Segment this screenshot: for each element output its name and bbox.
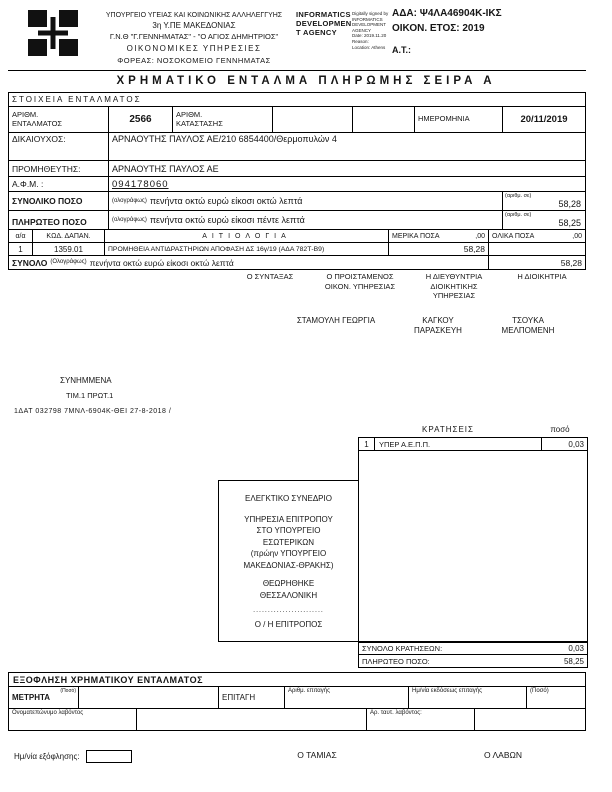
expense-table-header xyxy=(9,230,585,243)
cash-label: ΜΕΤΡΗΤΑ xyxy=(12,693,51,702)
sum-words-note: (Ολογράφως) xyxy=(50,259,87,265)
expense-code: 1359.01 xyxy=(33,243,105,255)
payable-amount-row xyxy=(9,211,585,230)
details-section-header xyxy=(9,93,585,107)
expense-reason: ΠΡΟΜΗΘΕΙΑ ΑΝΤΙΔΡΑΣΤΗΡΙΩΝ ΑΠΟΦΑΣΗ ΔΣ 16γ/19 (ΑΔΑ 782Τ-Β9) xyxy=(105,243,389,255)
cross-icon xyxy=(28,10,78,56)
audit-line: (πρώην ΥΠΟΥΡΓΕΙΟ xyxy=(250,549,327,558)
payable-amount-label: ΠΛΗΡΩΤΕΟ ΠΟΣΟ xyxy=(12,217,87,227)
col-decimal-suffix: ,00 xyxy=(572,232,582,240)
signatory-name-admin-director: ΚΑΓΚΟΥ ΠΑΡΑΣΚΕΥΗ xyxy=(414,316,462,335)
cash-cell xyxy=(9,687,79,708)
settlement-method-row xyxy=(9,687,585,709)
digital-signature-stamp xyxy=(296,10,402,62)
col-partial-label: ΜΕΡΙΚΑ ΠΟΣΑ xyxy=(392,232,440,240)
settlement-table xyxy=(8,672,586,731)
col-partial-amounts xyxy=(389,230,489,242)
total-amount-words: πενήντα οκτώ ευρώ είκοσι οκτώ λεπτά xyxy=(149,196,303,206)
state-no-label-text: ΑΡΙΘΜ. ΚΑΤΑΣΤΑΣΗΣ xyxy=(176,110,223,128)
recipient-label: Ο ΛΑΒΩΝ xyxy=(483,750,522,760)
date-label: ΗΜΕΡΟΜΗΝΙΑ xyxy=(415,107,503,132)
cheque-label: ΕΠΙΤΑΓΗ xyxy=(219,687,285,708)
deductions-amount-header: ποσό xyxy=(550,425,570,434)
recipient-id-value-cell xyxy=(475,709,585,730)
deductions-total-amount: 0,03 xyxy=(568,644,584,653)
expense-sum-row xyxy=(9,256,585,269)
audit-court-title: ΕΛΕΓΚΤΙΚΟ ΣΥΝΕΔΡΙΟ xyxy=(245,494,332,503)
deduction-description: ΥΠΕΡ Α.Ε.Π.Π. xyxy=(379,439,431,449)
signatory-name-governor: ΤΣΟΥΚΑ ΜΕΛΠΟΜΕΝΗ xyxy=(501,316,555,335)
supplier-label: ΠΡΟΜΗΘΕΥΤΗΣ: xyxy=(9,161,109,176)
deductions-table xyxy=(358,437,588,642)
expense-table-row xyxy=(9,243,585,256)
cheque-amount-field: (Ποσό) xyxy=(530,688,549,694)
stamp-detail-line: Digitally signed by xyxy=(352,11,389,16)
payoff-date-box xyxy=(86,750,132,763)
payable-amount-value: 58,25 xyxy=(558,218,581,228)
audit-line: ΜΑΚΕΔΟΝΙΑΣ-ΘΡΑΚΗΣ) xyxy=(243,560,334,570)
recipient-row xyxy=(9,709,585,730)
deductions-title: ΚΡΑΤΗΣΕΙΣ xyxy=(422,425,474,434)
warrant-details-table xyxy=(8,92,586,270)
total-amount-value: 58,28 xyxy=(558,199,581,209)
payoff-date-line xyxy=(14,750,132,763)
stamp-agency-line: INFORMATICS xyxy=(296,10,351,19)
fiscal-year-line xyxy=(392,23,592,34)
warrant-no-label xyxy=(9,107,109,132)
stamp-detail-line: DEVELOPMENT AGENCY xyxy=(352,22,386,33)
state-no-value xyxy=(273,107,353,132)
stamp-detail-line: Location: Athens xyxy=(352,44,386,50)
beneficiary-row xyxy=(9,133,585,161)
col-reason: ΑΙΤΙΟΛΟΓΙΑ xyxy=(105,230,389,242)
audit-line: ΥΠΗΡΕΣΙΑ ΕΠΙΤΡΟΠΟΥ xyxy=(244,514,333,524)
date-value: 20/11/2019 xyxy=(520,114,568,125)
ada-block xyxy=(392,8,592,55)
stamp-detail-line: Date: 2019.11.20 xyxy=(352,33,387,39)
ada-label: ΑΔΑ: xyxy=(392,8,417,19)
col-aa: α/α xyxy=(9,230,33,242)
expense-aa: 1 xyxy=(9,243,33,255)
deduction-amount: 0,03 xyxy=(541,438,587,450)
cashier-label: Ο ΤΑΜΙΑΣ xyxy=(297,750,337,760)
sum-amount: 58,28 xyxy=(560,257,582,268)
header-divider xyxy=(8,70,586,71)
warrant-number-row xyxy=(9,107,585,133)
stamp-agency-line: T AGENCY xyxy=(296,28,337,37)
cheque-date-field: Ημ/νία εκδόσεως επιταγής xyxy=(409,687,527,708)
net-payable-row xyxy=(358,655,588,668)
afm-value: 094178060 xyxy=(112,178,169,190)
signatory-role-finance-head: Ο ΠΡΟΙΣΤΑΜΕΝΟΣ ΟΙΚΟΝ. ΥΠΗΡΕΣΙΑΣ xyxy=(324,272,396,291)
in-words-note: (ολογράφως) xyxy=(112,197,147,204)
deduction-row xyxy=(359,438,587,451)
entity-name: ΦΟΡΕΑΣ: ΝΟΣΟΚΟΜΕΙΟ ΓΕΝΝΗΜΑΤΑΣ xyxy=(117,56,271,65)
audit-city: ΘΕΣΣΑΛΟΝΙΚΗ xyxy=(259,590,318,600)
department-name: ΟΙΚΟΝΟΜΙΚΕΣ ΥΠΗΡΕΣΙΕΣ xyxy=(126,44,262,53)
settlement-title-row xyxy=(9,673,585,687)
beneficiary-label: ΔΙΚΑΙΟΥΧΟΣ: xyxy=(9,133,109,160)
warrant-no-label-text: ΑΡΙΘΜ. ΕΝΤΑΛΜΑΤΟΣ xyxy=(12,110,63,128)
signatory-name-finance-head: ΣΤΑΜΟΥΛΗ ΓΕΩΡΓΙΑ xyxy=(296,316,376,325)
signatory-role-governor: Η ΔΙΟΙΚΗΤΡΙΑ xyxy=(517,272,567,281)
total-amount-label: ΣΥΝΟΛΙΚΟ ΠΟΣΟ xyxy=(12,196,83,206)
org-header xyxy=(86,12,302,65)
net-payable-label: ΠΛΗΡΩΤΕΟ ΠΟΣΟ: xyxy=(362,656,430,666)
supplier-row xyxy=(9,161,585,177)
afm-label: Α.Φ.Μ. : xyxy=(9,177,109,191)
audit-approved-label: ΘΕΩΡΗΘΗΚΕ xyxy=(262,579,315,588)
stamp-detail-line: INFORMATICS xyxy=(352,16,383,22)
in-words-note: (ολογράφως) xyxy=(112,216,147,223)
at-label: Α.Τ.: xyxy=(392,45,412,55)
reference-line: 1ΔΑΤ 032798 7ΜΝΛ-6904Κ-ΘΕΙ 27-8-2018 / xyxy=(14,408,172,415)
total-amount-row xyxy=(9,192,585,211)
expense-partial-amount: 58,28 xyxy=(389,243,489,255)
signatory-role-admin-director: Η ΔΙΕΥΘΥΝΤΡΙΑ ΔΙΟΙΚΗΤΙΚΗΣ ΥΠΗΡΕΣΙΑΣ xyxy=(425,272,483,300)
deductions-total-row xyxy=(358,642,588,655)
sum-words: πενήντα οκτώ ευρώ είκοσι οκτώ λεπτά xyxy=(89,257,234,268)
recipient-id-field: Αρ. ταυτ. λαβόντος: xyxy=(367,709,475,730)
net-payable-amount: 58,25 xyxy=(563,656,584,666)
afm-row xyxy=(9,177,585,192)
document-title: ΧΡΗΜΑΤΙΚΟ ΕΝΤΑΛΜΑ ΠΛΗΡΩΜΗΣ ΣΕΙΡΑ Α xyxy=(116,75,496,87)
cash-amount-note: (Ποσό) xyxy=(60,688,76,694)
state-no-label xyxy=(173,107,273,132)
ministry-name: ΥΠΟΥΡΓΕΙΟ ΥΓΕΙΑΣ ΚΑΙ ΚΟΙΝΩΝΙΚΗΣ ΑΛΛΗΛΕΓΓΥΗΣ xyxy=(105,12,283,19)
payable-amount-cell xyxy=(503,211,585,229)
audit-court-box xyxy=(218,480,359,642)
health-region: 3η Υ.ΠΕ ΜΑΚΕΔΟΝΙΑΣ xyxy=(152,21,236,30)
hospital-name: Γ.Ν.Θ "Γ.ΓΕΝΝΗΜΑΤΑΣ" - "Ο ΑΓΙΟΣ ΔΗΜΗΤΡΙΟΣ" xyxy=(109,32,279,41)
stamp-agency-line: DEVELOPMEN xyxy=(296,19,352,28)
sum-label: ΣΥΝΟΛΟ xyxy=(12,257,48,268)
numeric-note: (αριθμ. σε) xyxy=(505,193,532,199)
col-total-amounts xyxy=(489,230,585,242)
signature-dotted-line: ........................ xyxy=(253,607,324,614)
settlement-title: ΕΞΟΦΛΗΣΗ ΧΡΗΜΑΤΙΚΟΥ ΕΝΤΑΛΜΑΤΟΣ xyxy=(13,674,203,685)
supplier-value: ΑΡΝΑΟΥΤΗΣ ΠΑΥΛΟΣ ΑΕ xyxy=(112,163,219,174)
expense-total-amount xyxy=(489,243,585,255)
signatory-role-drafter: Ο ΣΥΝΤΑΞΑΣ xyxy=(246,272,294,281)
attachments-value: ΤΙΜ.1 ΠΡΩΤ.1 xyxy=(66,391,114,400)
hospital-logo xyxy=(28,10,78,56)
beneficiary-value: ΑΡΝΑΟΥΤΗΣ ΠΑΥΛΟΣ ΑΕ/210 6854400/Θερμοπυλών 4 xyxy=(112,134,337,144)
warrant-row-spacer xyxy=(353,107,415,132)
recipient-name-value-cell xyxy=(137,709,367,730)
deductions-total-label: ΣΥΝΟΛΟ ΚΡΑΤΗΣΕΩΝ: xyxy=(362,644,443,653)
commissioner-label: Ο / Η ΕΠΙΤΡΟΠΟΣ xyxy=(254,619,323,629)
fiscal-year-label: ΟΙΚΟΝ. ΕΤΟΣ: xyxy=(392,23,460,34)
total-amount-cell xyxy=(503,192,585,210)
cheque-number-field: Αριθμ. επιταγής xyxy=(285,687,409,708)
col-decimal-suffix: ,00 xyxy=(475,232,485,240)
cash-amount-field xyxy=(79,687,219,708)
payoff-date-label: Ημ/νία εξόφλησης: xyxy=(14,752,80,761)
attachments-label: ΣΥΝΗΜΜΕΝΑ xyxy=(60,376,112,385)
fiscal-year-value: 2019 xyxy=(462,23,485,34)
col-total-label: ΟΛΙΚΑ ΠΟΣΑ xyxy=(492,232,535,240)
audit-line: ΣΤΟ ΥΠΟΥΡΓΕΙΟ xyxy=(256,526,321,535)
warrant-no-value: 2566 xyxy=(109,107,173,132)
col-expense-code: ΚΩΔ. ΔΑΠΑΝ. xyxy=(33,230,105,242)
numeric-note: (αριθμ. σε) xyxy=(505,212,532,218)
deduction-aa: 1 xyxy=(359,438,375,450)
details-section-title: ΣΤΟΙΧΕΙΑ ΕΝΤΑΛΜΑΤΟΣ xyxy=(12,95,142,104)
ada-value: Ψ4ΛΑ46904Κ-ΙΚΣ xyxy=(419,8,502,19)
ada-line xyxy=(392,8,592,19)
audit-line: ΕΣΩΤΕΡΙΚΩΝ xyxy=(262,537,315,547)
stamp-detail-line: Reason: xyxy=(352,38,369,44)
payable-amount-words: πενήντα οκτώ ευρώ είκοσι πέντε λεπτά xyxy=(149,215,305,225)
recipient-name-field: Ονοματεπώνυμο λαβόντος xyxy=(9,709,137,730)
